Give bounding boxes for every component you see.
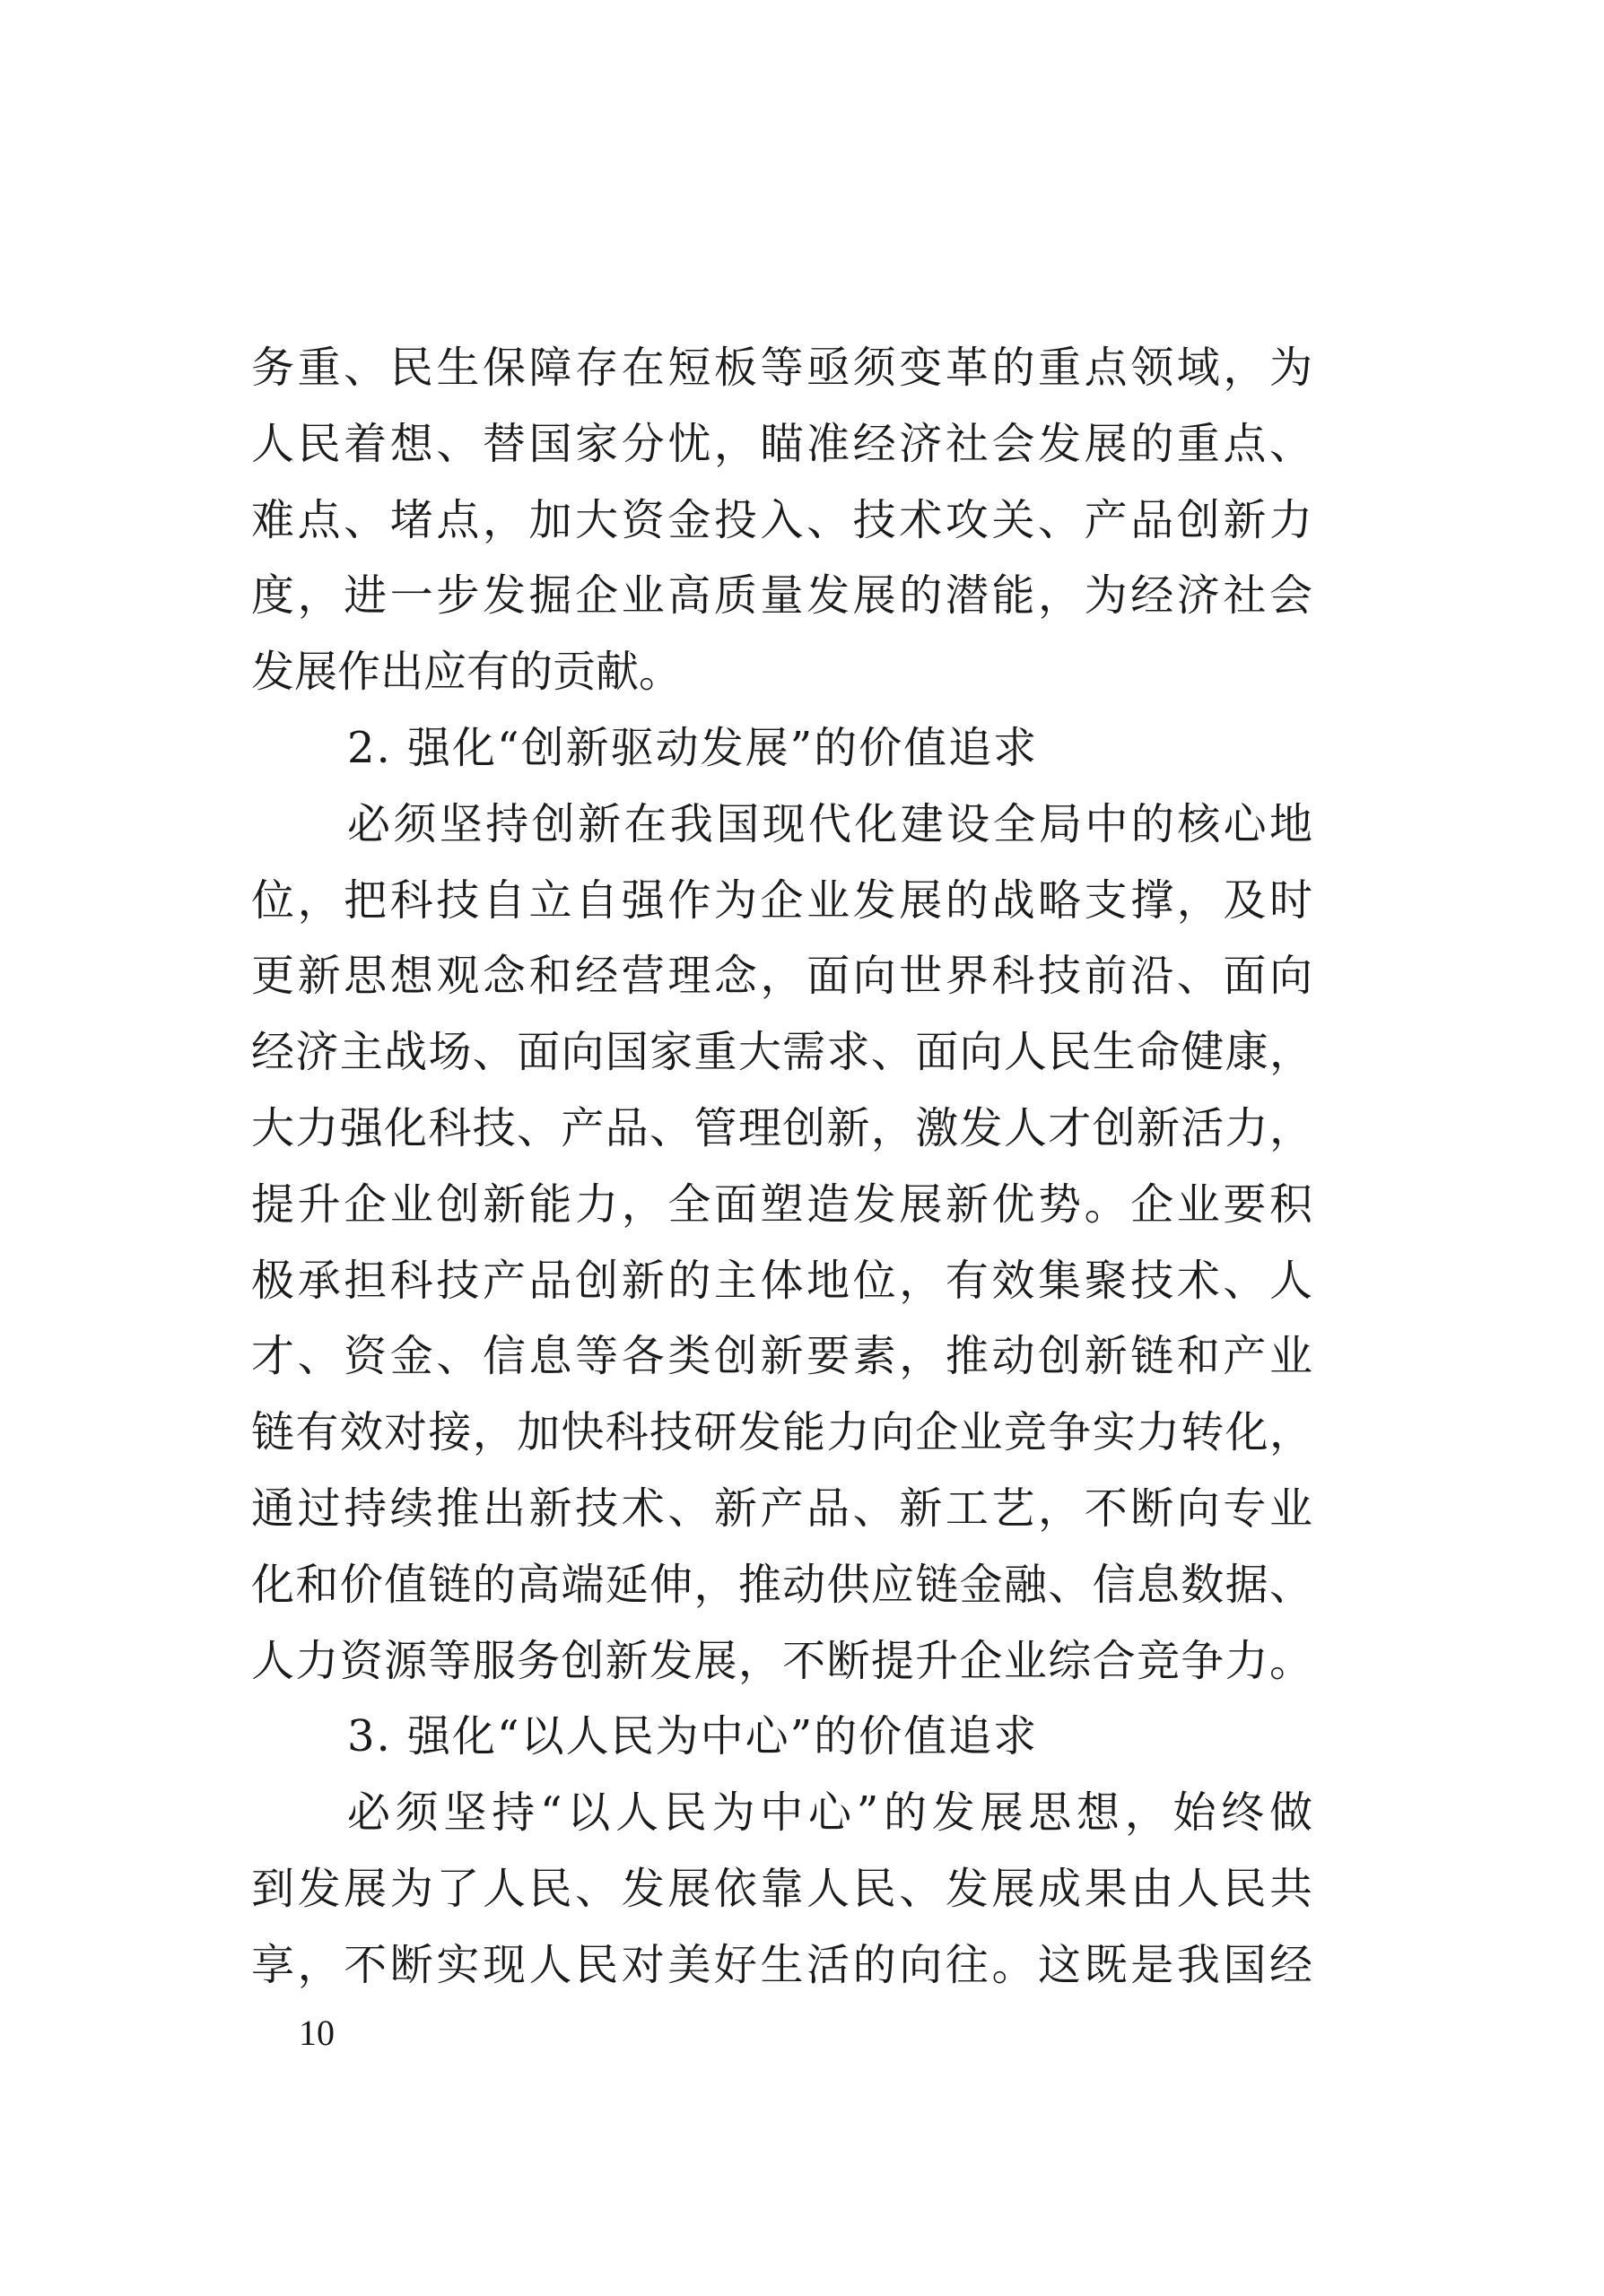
text-line: 必须坚持“以人民为中心”的发展思想，始终做 bbox=[347, 1787, 1312, 1839]
text-line: 度，进一步发掘企业高质量发展的潜能，为经济社会 bbox=[251, 570, 1312, 622]
text-line: 人民着想、替国家分忧，瞄准经济社会发展的重点、 bbox=[251, 418, 1312, 469]
section-heading-2: 2. 强化“创新驱动发展”的价值追求 bbox=[347, 722, 1039, 773]
text-line: 发展作出应有的贡献。 bbox=[251, 647, 683, 698]
text-line: 务重、民生保障存在短板等亟须变革的重点领域，为 bbox=[251, 343, 1312, 393]
text-line: 大力强化科技、产品、管理创新，激发人才创新活力， bbox=[251, 1102, 1312, 1153]
text-line: 极承担科技产品创新的主体地位，有效集聚技术、人 bbox=[251, 1255, 1312, 1306]
text-line: 必须坚持创新在我国现代化建设全局中的核心地 bbox=[347, 798, 1312, 849]
text-line: 人力资源等服务创新发展，不断提升企业综合竞争力。 bbox=[251, 1635, 1312, 1686]
text-line: 难点、堵点，加大资金投入、技术攻关、产品创新力 bbox=[251, 494, 1312, 545]
text-line: 到发展为了人民、发展依靠人民、发展成果由人民共 bbox=[251, 1863, 1312, 1914]
text-line: 更新思想观念和经营理念，面向世界科技前沿、面向 bbox=[251, 951, 1312, 1002]
text-line: 位，把科技自立自强作为企业发展的战略支撑，及时 bbox=[251, 874, 1312, 926]
page-number: 10 bbox=[299, 2013, 335, 2053]
section-heading-3: 3. 强化“以人民为中心”的价值追求 bbox=[347, 1711, 1039, 1762]
text-line: 才、资金、信息等各类创新要素，推动创新链和产业 bbox=[251, 1331, 1312, 1382]
text-line: 经济主战场、面向国家重大需求、面向人民生命健康， bbox=[251, 1027, 1312, 1078]
page-body bbox=[251, 330, 1312, 2004]
text-line: 提升企业创新能力，全面塑造发展新优势。企业要积 bbox=[251, 1178, 1312, 1230]
text-line: 通过持续推出新技术、新产品、新工艺，不断向专业 bbox=[251, 1483, 1312, 1534]
paragraph-people-centered bbox=[251, 1775, 1312, 2003]
paragraph-innovation bbox=[251, 787, 1312, 1700]
text-line: 享，不断实现人民对美好生活的向往。这既是我国经 bbox=[251, 1939, 1312, 1990]
paragraph-continued bbox=[251, 330, 1312, 710]
text-line: 化和价值链的高端延伸，推动供应链金融、信息数据、 bbox=[251, 1559, 1312, 1610]
text-line: 链有效对接，加快科技研发能力向企业竞争实力转化， bbox=[251, 1407, 1312, 1458]
